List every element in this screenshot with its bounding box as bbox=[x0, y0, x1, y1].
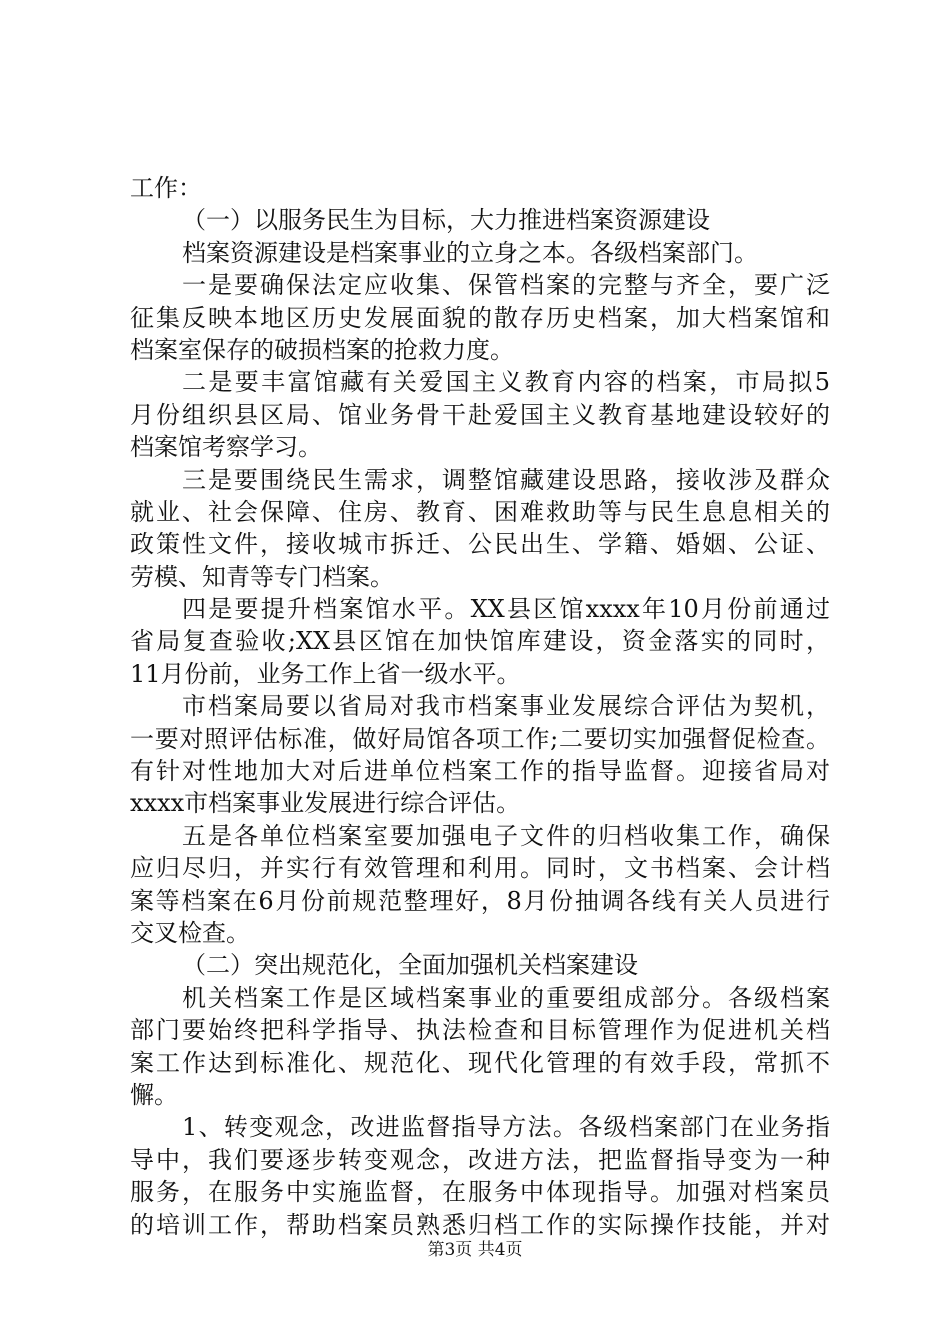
text-line: 懈。 bbox=[130, 1080, 178, 1109]
text-line: 的培训工作，帮助档案员熟悉归档工作的实际操作技能，并对 bbox=[130, 1210, 830, 1239]
page-footer: 第3页 共4页 bbox=[427, 1240, 523, 1260]
text-line: 三是要围绕民生需求，调整馆藏建设思路，接收涉及群众 bbox=[182, 465, 830, 494]
text-line: 工作： bbox=[130, 174, 202, 202]
text-line: 就业、社会保障、住房、教育、困难救助等与民生息息相关的 bbox=[130, 497, 830, 526]
text-line: 月份组织县区局、馆业务骨干赴爱国主义教育基地建设较好的 bbox=[130, 400, 830, 429]
text-line: 一是要确保法定应收集、保管档案的完整与齐全，要广泛 bbox=[182, 271, 830, 300]
text-line: 案等档案在6月份前规范整理好，8月份抽调各线有关人员进行 bbox=[130, 886, 830, 915]
text-line: 机关档案工作是区域档案事业的重要组成部分。各级档案 bbox=[182, 983, 830, 1012]
text-line: 政策性文件，接收城市拆迁、公民出生、学籍、婚姻、公证、 bbox=[130, 530, 830, 559]
text-line: 有针对性地加大对后进单位档案工作的指导监督。迎接省局对 bbox=[130, 757, 830, 786]
text-line: 11月份前，业务工作上省一级水平。 bbox=[130, 659, 521, 688]
document-body bbox=[130, 172, 830, 1241]
text-line: （一）以服务民生为目标，大力推进档案资源建设 bbox=[182, 206, 710, 235]
text-line: 一要对照评估标准，做好局馆各项工作;二要切实加强督促检查。 bbox=[130, 724, 830, 753]
text-line: 档案资源建设是档案事业的立身之本。各级档案部门。 bbox=[182, 238, 758, 267]
text-line: 劳模、知青等专门档案。 bbox=[130, 562, 394, 591]
text-line: 导中，我们要逐步转变观念，改进方法，把监督指导变为一种 bbox=[130, 1145, 830, 1174]
text-line: 二是要丰富馆藏有关爱国主义教育内容的档案，市局拟5 bbox=[182, 368, 830, 397]
text-line: 服务，在服务中实施监督，在服务中体现指导。加强对档案员 bbox=[130, 1178, 830, 1207]
text-line: 省局复查验收;XX县区馆在加快馆库建设，资金落实的同时， bbox=[130, 627, 830, 656]
text-line: 1、转变观念，改进监督指导方法。各级档案部门在业务指 bbox=[182, 1113, 830, 1142]
text-line: 征集反映本地区历史发展面貌的散存历史档案，加大档案馆和 bbox=[130, 303, 830, 332]
text-line: xxxx市档案事业发展进行综合评估。 bbox=[130, 789, 521, 818]
text-line: 应归尽归，并实行有效管理和利用。同时，文书档案、会计档 bbox=[130, 854, 830, 883]
text-line: 案工作达到标准化、规范化、现代化管理的有效手段，常抓不 bbox=[130, 1048, 830, 1077]
text-line: 四是要提升档案馆水平。XX县区馆xxxx年10月份前通过 bbox=[182, 595, 830, 624]
text-line: 部门要始终把科学指导、执法检查和目标管理作为促进机关档 bbox=[130, 1016, 830, 1045]
text-line: 档案室保存的破损档案的抢救力度。 bbox=[130, 335, 514, 364]
text-line: 档案馆考察学习。 bbox=[130, 433, 322, 462]
text-line: 市档案局要以省局对我市档案事业发展综合评估为契机， bbox=[182, 692, 830, 721]
text-line: 五是各单位档案室要加强电子文件的归档收集工作，确保 bbox=[182, 821, 830, 850]
text-line: 交叉检查。 bbox=[130, 918, 250, 947]
text-line: （二）突出规范化，全面加强机关档案建设 bbox=[182, 951, 638, 980]
